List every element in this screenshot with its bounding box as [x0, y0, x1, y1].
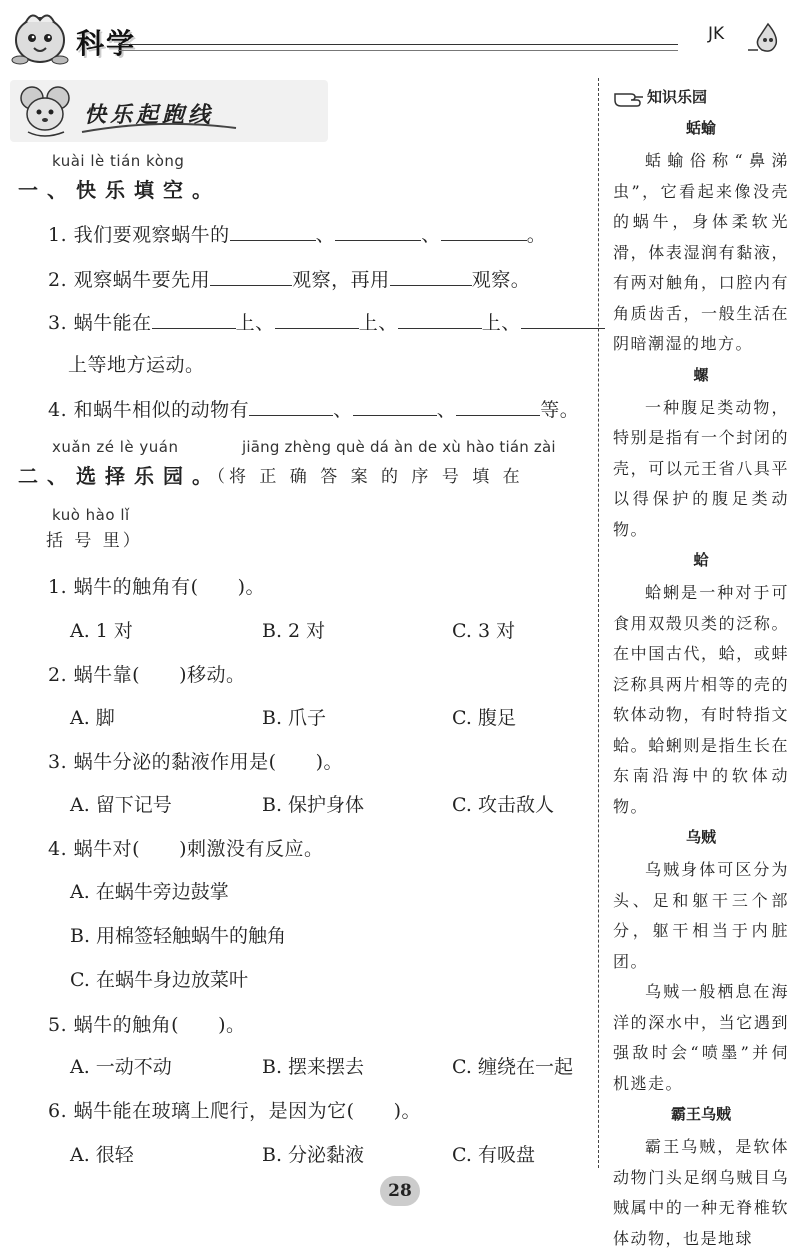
separator: 、 — [421, 224, 441, 246]
choice-question-6: 6. 蜗牛能在玻璃上爬行，是因为它( )。 — [48, 1100, 421, 1122]
option-c[interactable]: C. 攻击敌人 — [452, 794, 554, 816]
edition-label: JK — [708, 24, 725, 44]
separator: 、 — [333, 399, 353, 421]
option-c[interactable]: C. 有吸盘 — [452, 1144, 535, 1166]
header-divider-thin — [118, 50, 678, 51]
question-text: 4. 和蜗牛相似的动物有 — [48, 399, 250, 421]
section2-instruction-2: 括 号 里） — [46, 531, 143, 551]
header-divider — [118, 44, 678, 45]
separator: 上、 — [481, 312, 521, 334]
fill-question-3 — [48, 308, 605, 335]
question-text: 观察。 — [471, 269, 531, 291]
question-text: 观察，再用 — [292, 269, 390, 291]
sidebar-heading: 知识乐园 — [647, 88, 708, 106]
choice-question-5: 5. 蜗牛的触角( )。 — [48, 1014, 246, 1036]
option-a[interactable]: A. 留下记号 — [70, 794, 172, 816]
instruction-pinyin-2: kuò hào lǐ — [52, 506, 130, 524]
entry-paragraph: 一种腹足类动物，特别是指有一个封闭的壳，可以元王省八具平以得保护的腹足类动物。 — [613, 397, 789, 539]
option-c[interactable]: C. 3 对 — [452, 620, 516, 642]
fill-question-3-continued: 上等地方运动。 — [68, 354, 205, 376]
answer-blank[interactable] — [390, 267, 472, 286]
section1-pinyin: kuài lè tián kòng — [52, 152, 185, 170]
entry-paragraph: 蛞蝓俗称“鼻涕虫”，它看起来像没壳的蜗牛，身体柔软光滑，体表湿润有黏液，有两对触角，口腔内有角质齿舌，一般生活在阴暗潮湿的地方。 — [613, 151, 789, 353]
answer-blank[interactable] — [210, 267, 292, 286]
drop-ornament-icon — [748, 22, 788, 56]
question-text: 1. 我们要观察蜗牛的 — [48, 224, 230, 246]
option-a[interactable]: A. 很轻 — [70, 1144, 134, 1166]
option-b[interactable]: B. 爪子 — [262, 707, 327, 729]
banner-title: 快乐起跑线 — [84, 102, 215, 128]
entry-title: 乌贼 — [685, 828, 716, 846]
answer-blank[interactable] — [521, 310, 605, 329]
entry-title: 霸王乌贼 — [670, 1105, 731, 1123]
choice-question-4: 4. 蜗牛对( )刺激没有反应。 — [48, 838, 324, 860]
option-b[interactable]: B. 保护身体 — [262, 794, 365, 816]
mouse-mascot-icon — [14, 82, 80, 140]
separator: 上、 — [358, 312, 398, 334]
page-number: 28 — [380, 1176, 420, 1206]
section2-pinyin: xuǎn zé lè yuán — [52, 438, 179, 456]
entry-paragraph: 蛤蜊是一种对于可食用双殼贝类的泛称。在中国古代，蛤，或蚌泛称具两片相等的壳的软体动物，有时特指文蛤。蛤蜊则是指生长在东南沿海中的软体动物。 — [613, 583, 789, 816]
separator: 上、 — [235, 312, 275, 334]
separator: 。 — [526, 224, 547, 246]
option-c[interactable]: C. 腹足 — [452, 707, 516, 729]
separator: 、 — [315, 224, 336, 246]
fill-question-2 — [48, 265, 530, 292]
entry-title: 蛤 — [693, 551, 709, 569]
question-text: 2. 观察蜗牛要先用 — [48, 269, 211, 291]
question-text: 3. 蜗牛能在 — [48, 312, 152, 334]
knowledge-sidebar — [598, 78, 795, 1248]
answer-blank[interactable] — [398, 310, 482, 329]
answer-blank[interactable] — [275, 310, 359, 329]
separator: 、 — [436, 399, 457, 421]
option-a[interactable]: A. 1 对 — [70, 620, 133, 642]
answer-blank[interactable] — [335, 222, 421, 241]
answer-blank[interactable] — [353, 397, 437, 416]
option-b[interactable]: B. 2 对 — [262, 620, 326, 642]
banner-swoosh — [80, 118, 240, 138]
option-c[interactable]: C. 缠绕在一起 — [452, 1056, 573, 1078]
option-b[interactable]: B. 分泌黏液 — [262, 1144, 365, 1166]
choice-question-2: 2. 蜗牛靠( )移动。 — [48, 664, 246, 686]
separator: 等。 — [540, 399, 580, 421]
section1-heading: 一、快乐填空。 — [18, 178, 221, 202]
answer-blank[interactable] — [249, 397, 333, 416]
entry-paragraph: 乌贼身体可区分为头、足和躯干三个部分，躯干相当于内脏团。 — [613, 860, 789, 971]
fill-question-1 — [48, 220, 546, 247]
answer-blank[interactable] — [456, 397, 540, 416]
option-a[interactable]: A. 在蜗牛旁边鼓掌 — [70, 881, 229, 903]
instruction-pinyin: jiāng zhèng què dá àn de xù hào tián zài — [242, 438, 556, 456]
option-c[interactable]: C. 在蜗牛身边放菜叶 — [70, 969, 248, 991]
section2-instruction: （将 正 确 答 案 的 序 号 填 在 — [208, 467, 524, 487]
entry-title: 螺 — [693, 365, 709, 384]
option-a[interactable]: A. 一动不动 — [70, 1056, 172, 1078]
answer-blank[interactable] — [441, 222, 527, 241]
answer-blank[interactable] — [152, 310, 236, 329]
entry-paragraph: 乌贼一般栖息在海洋的深水中，当它遇到强敌时会“喷墨”并伺机逃走。 — [613, 982, 789, 1093]
option-b[interactable]: B. 用棉签轻触蜗牛的触角 — [70, 925, 287, 947]
choice-question-1: 1. 蜗牛的触角有( )。 — [48, 576, 265, 598]
section2-heading: 二、选择乐园。 — [18, 464, 221, 488]
fill-question-4 — [48, 395, 579, 422]
pointing-hand-icon — [613, 86, 645, 110]
choice-question-3: 3. 蜗牛分泌的黏液作用是( )。 — [48, 751, 343, 773]
entry-title: 蛞蝓 — [685, 119, 716, 137]
subject-title: 科学 — [76, 27, 137, 60]
option-a[interactable]: A. 脚 — [70, 707, 115, 729]
mascot-logo-icon — [6, 8, 76, 68]
option-b[interactable]: B. 摆来摆去 — [262, 1056, 365, 1078]
answer-blank[interactable] — [230, 222, 316, 241]
entry-paragraph: 霸王乌贼，是软体动物门头足纲乌贼目乌贼属中的一种无脊椎软体动物，也是地球 — [613, 1137, 789, 1248]
